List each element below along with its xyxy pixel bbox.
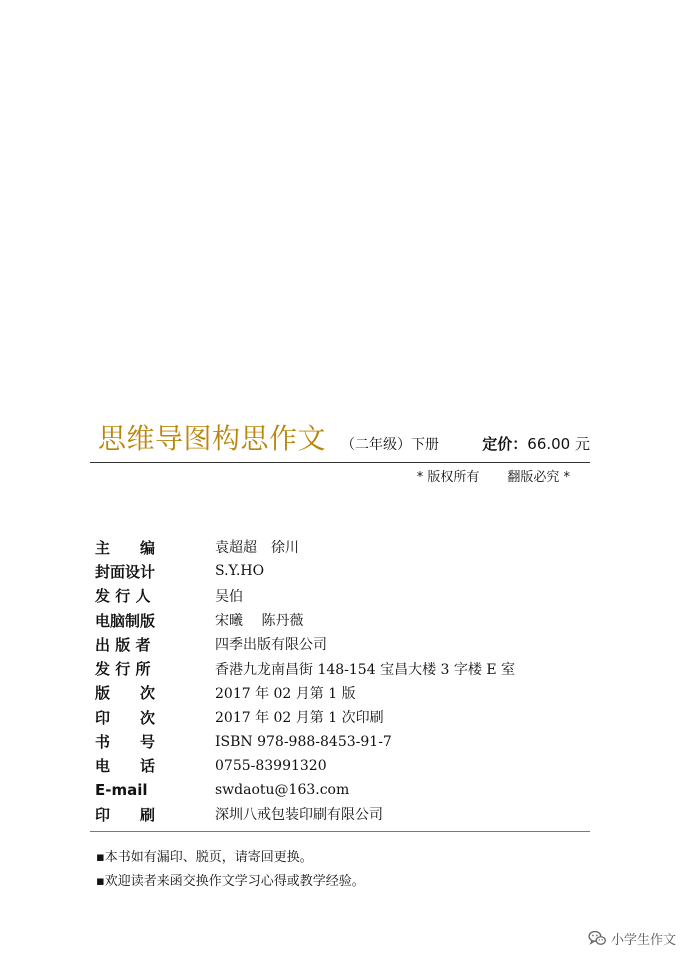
info-row-publisher-person bbox=[95, 584, 585, 608]
info-row-isbn bbox=[95, 729, 585, 753]
note-reader-letters: ▪欢迎读者来函交换作文学习心得或教学经验。 bbox=[96, 874, 365, 889]
info-value: 0755-83991320 bbox=[215, 757, 327, 774]
info-label: 主 编 bbox=[95, 538, 156, 557]
info-value: 袁超超 徐川 bbox=[215, 540, 299, 557]
watermark-text: 小学生作文 bbox=[610, 932, 676, 948]
title-divider bbox=[90, 462, 590, 463]
info-value: 吴伯 bbox=[215, 588, 243, 605]
info-value: S.Y.HO bbox=[215, 563, 265, 580]
info-value: 深圳八戒包装印刷有限公司 bbox=[215, 807, 383, 824]
info-row-printer bbox=[95, 802, 585, 826]
wechat-icon bbox=[587, 928, 607, 948]
info-label: 封面设计 bbox=[95, 562, 156, 581]
title-block bbox=[98, 420, 590, 464]
info-label: 电 话 bbox=[95, 757, 156, 776]
info-value: ISBN 978-988-8453-91-7 bbox=[215, 733, 392, 750]
book-subtitle: （二年级）下册 bbox=[341, 437, 439, 453]
watermark bbox=[587, 928, 676, 948]
price-label: 定价： bbox=[482, 435, 528, 453]
info-row-email bbox=[95, 778, 585, 802]
price bbox=[482, 434, 590, 454]
info-row-cover-design bbox=[95, 559, 585, 583]
info-label: 发 行 所 bbox=[95, 660, 151, 679]
info-label: 印 次 bbox=[95, 708, 156, 727]
info-label: 电脑制版 bbox=[95, 611, 156, 630]
info-row-phone bbox=[95, 754, 585, 778]
info-label: 版 次 bbox=[95, 684, 156, 703]
info-row-publisher bbox=[95, 632, 585, 656]
price-value: 66.00 元 bbox=[527, 435, 590, 453]
info-value: 香港九龙南昌街 148-154 宝昌大楼 3 字楼 E 室 bbox=[215, 661, 516, 678]
note-replacement: ▪本书如有漏印、脱页，请寄回更换。 bbox=[96, 850, 313, 865]
info-row-distributor bbox=[95, 656, 585, 680]
info-value: swdaotu@163.com bbox=[215, 782, 350, 799]
book-title: 思维导图构思作文 bbox=[98, 422, 327, 455]
info-label: 书 号 bbox=[95, 733, 156, 752]
copyright-right: 翻版必究 * bbox=[507, 470, 570, 485]
info-label: 发 行 人 bbox=[95, 587, 151, 606]
info-value: 宋曦 陈丹薇 bbox=[215, 613, 304, 630]
info-label: E-mail bbox=[95, 781, 148, 800]
copyright-notice bbox=[417, 468, 570, 488]
info-label: 出 版 者 bbox=[95, 635, 151, 654]
info-value: 2017 年 02 月第 1 版 bbox=[215, 685, 356, 702]
info-value: 四季出版有限公司 bbox=[215, 637, 327, 654]
publication-info bbox=[95, 535, 585, 827]
notes bbox=[96, 846, 576, 894]
copyright-left: * 版权所有 bbox=[416, 470, 480, 485]
info-label: 印 刷 bbox=[95, 805, 156, 824]
info-row-typesetting bbox=[95, 608, 585, 632]
info-value: 2017 年 02 月第 1 次印刷 bbox=[215, 710, 384, 727]
notes-divider bbox=[90, 831, 590, 832]
info-row-editor bbox=[95, 535, 585, 559]
info-row-edition bbox=[95, 681, 585, 705]
info-row-printing bbox=[95, 705, 585, 729]
